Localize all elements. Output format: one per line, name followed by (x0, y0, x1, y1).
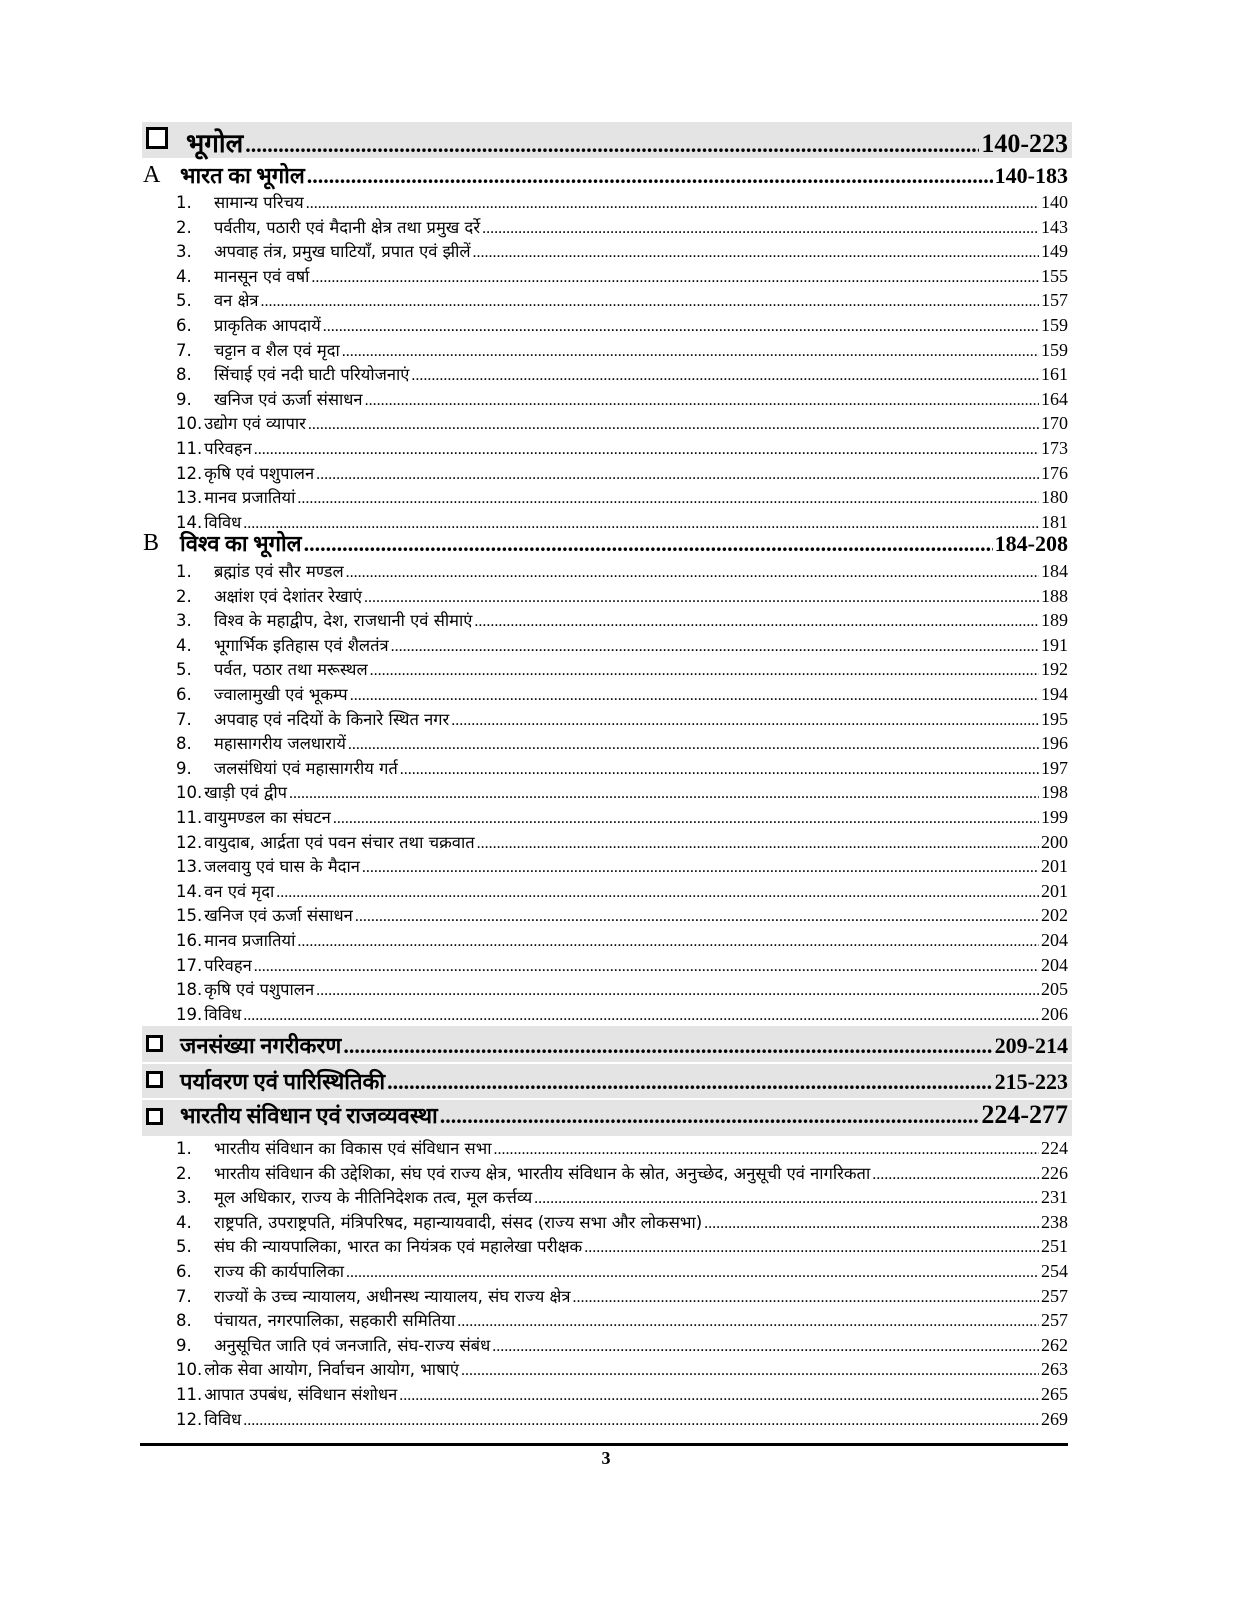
toc-item-title: कृषि एवं पशुपालन (204, 980, 315, 1000)
toc-item-title-group (176, 1308, 455, 1331)
toc-item-number: 13. (176, 857, 203, 877)
toc-item-page: 199 (1041, 807, 1068, 827)
subsection-letter: B (143, 530, 160, 556)
toc-item-title-group (176, 190, 304, 213)
dot-leader (364, 589, 1039, 607)
toc-item[interactable] (176, 264, 1068, 287)
toc-item-title: खनिज एवं ऊर्जा संसाधन (204, 906, 353, 926)
toc-item-title-group (176, 879, 274, 902)
toc-item-page: 206 (1041, 1003, 1068, 1024)
subsection-pages: 184-208 (994, 531, 1068, 556)
dot-leader (306, 195, 1039, 213)
toc-item-number: 3. (176, 242, 192, 262)
toc-item-title-group (176, 608, 472, 631)
toc-item-title: संघ की न्यायपालिका, भारत का नियंत्रक एवं महालेखा परीक्षक (214, 1237, 583, 1257)
toc-item-title-group (176, 805, 331, 828)
toc-item-title: मानव प्रजातियां (204, 488, 296, 508)
toc-item-title-group (176, 854, 360, 877)
toc-item-number: 16. (176, 931, 203, 950)
dot-leader (276, 884, 1039, 902)
toc-item-title-group (176, 411, 306, 434)
toc-item-title-group (176, 953, 252, 976)
subsection-pages: 140-183 (994, 163, 1068, 188)
toc-item-number: 12. (176, 463, 203, 483)
toc-item[interactable] (176, 633, 1068, 656)
toc-item-title: विविध (204, 1004, 242, 1024)
toc-item-number: 11. (176, 439, 203, 458)
dot-leader (261, 293, 1039, 311)
dot-leader (494, 1141, 1039, 1159)
toc-item-number: 5. (176, 660, 192, 680)
toc-item-title: अनुसूचित जाति एवं जनजाति, संघ-राज्य संबंध (214, 1335, 491, 1355)
toc-item-number: 8. (176, 734, 192, 754)
toc-item-number: 9. (176, 758, 192, 778)
page-number: 3 (601, 1448, 611, 1468)
toc-item-number: 5. (176, 291, 192, 311)
section-title: भारतीय संविधान एवं राजव्यवस्था (180, 1103, 438, 1128)
toc-item-page: 204 (1041, 954, 1068, 975)
toc-item[interactable] (176, 1284, 1068, 1307)
toc-item-title-group (176, 1333, 490, 1356)
toc-item[interactable] (176, 780, 1068, 803)
toc-item-number: 11. (176, 808, 203, 827)
toc-item-page: 204 (1041, 930, 1068, 950)
toc-item-number: 12. (176, 832, 203, 852)
toc-item-number: 4. (176, 635, 192, 655)
toc-item-number: 13. (176, 488, 203, 508)
toc-item-title-group (176, 1161, 870, 1184)
toc-item-title: चट्टान व शैल एवं मृदा (214, 340, 340, 360)
toc-item-page: 251 (1041, 1236, 1068, 1257)
dot-leader (316, 982, 1039, 1000)
dot-leader (348, 736, 1039, 754)
toc-item-title: ज्वालामुखी एवं भूकम्प (214, 685, 348, 704)
toc-item-page: 202 (1041, 905, 1068, 926)
toc-item[interactable] (176, 903, 1068, 926)
toc-item[interactable] (176, 1333, 1068, 1356)
toc-item-title: विविध (204, 512, 242, 532)
toc-item-title: अपवाह एवं नदियों के किनारे स्थित नगर (214, 709, 450, 729)
toc-item-title: महासागरीय जलधारायें (214, 734, 346, 754)
footer-rule (140, 1443, 1068, 1446)
toc-item[interactable] (176, 1210, 1068, 1233)
toc-item-page: 262 (1041, 1334, 1068, 1355)
toc-item-title: आपात उपबंध, संविधान संशोधन (204, 1385, 398, 1404)
dot-leader (474, 613, 1039, 631)
toc-item-page: 201 (1041, 880, 1068, 901)
section-pages: 215-223 (994, 1069, 1068, 1094)
toc-item-title-group (176, 780, 287, 803)
toc-item[interactable] (176, 854, 1068, 877)
toc-item-number: 1. (176, 562, 192, 581)
toc-item-title-group (176, 633, 389, 656)
toc-item-number: 1. (176, 1139, 192, 1158)
dot-leader (457, 1313, 1039, 1331)
toc-item-title-group (176, 1259, 344, 1282)
toc-item[interactable] (176, 953, 1068, 976)
toc-item-number: 6. (176, 685, 192, 704)
toc-item-number: 5. (176, 1237, 192, 1257)
toc-item-title-group (176, 1284, 570, 1307)
dot-leader (477, 835, 1039, 853)
toc-item[interactable] (176, 707, 1068, 730)
toc-item-number: 2. (176, 586, 192, 606)
toc-item-page: 198 (1041, 782, 1068, 803)
dot-leader (254, 441, 1039, 459)
toc-item-title: जलसंधियां एवं महासागरीय गर्त (214, 758, 398, 778)
dot-leader (346, 1264, 1039, 1282)
section-title: जनसंख्या नगरीकरण (180, 1033, 342, 1058)
dot-leader (289, 785, 1039, 803)
dot-leader (534, 1190, 1039, 1208)
toc-item-page: 181 (1041, 511, 1068, 532)
dot-leader (451, 712, 1039, 730)
toc-item[interactable] (176, 485, 1068, 508)
toc-item-title: परिवहन (204, 439, 252, 458)
toc-item-page: 263 (1041, 1359, 1068, 1380)
dot-leader (704, 1215, 1039, 1233)
toc-item-title: राज्य की कार्यपालिका (214, 1262, 345, 1281)
toc-item-title-group (176, 584, 362, 607)
toc-item-number: 8. (176, 365, 192, 385)
toc-item-title-group (176, 1210, 702, 1233)
subsection-title: विश्व का भूगोल (180, 531, 302, 556)
toc-item-page: 201 (1041, 856, 1068, 877)
toc-item[interactable] (176, 215, 1068, 238)
toc-item-title: लोक सेवा आयोग, निर्वाचन आयोग, भाषाएं (204, 1360, 460, 1380)
toc-item[interactable] (176, 411, 1068, 434)
toc-item-title: प्राकृतिक आपदायें (214, 316, 321, 335)
dot-leader (362, 859, 1039, 877)
toc-item-page: 257 (1041, 1285, 1068, 1306)
dot-leader (473, 244, 1039, 262)
toc-item-title: पर्वत, पठार तथा मरूस्थल (214, 660, 368, 680)
toc-item-title: सामान्य परिचय (214, 193, 304, 212)
toc-section-paryavaran[interactable] (180, 1066, 1068, 1096)
toc-item-title: मानसून एवं वर्षा (214, 266, 310, 286)
toc-item-page: 205 (1041, 979, 1068, 1000)
toc-item-number: 10. (176, 1360, 203, 1380)
toc-item-page: 149 (1041, 241, 1068, 262)
dot-leader (316, 466, 1039, 484)
toc-item-number: 7. (176, 340, 192, 360)
toc-item-number: 6. (176, 316, 192, 335)
toc-item-page: 238 (1041, 1211, 1068, 1232)
dot-leader (440, 1103, 980, 1129)
toc-item-title: सिंचाई एवं नदी घाटी परियोजनाएं (214, 365, 410, 385)
section-title: पर्यावरण एवं पारिस्थितिकी (180, 1069, 386, 1094)
toc-item[interactable] (176, 977, 1068, 1000)
toc-item-title: जलवायु एवं घास के मैदान (204, 857, 360, 877)
subsection-title: भारत का भूगोल (180, 163, 305, 188)
section-title: भूगोल (186, 129, 244, 158)
toc-item[interactable] (176, 288, 1068, 311)
toc-item-number: 2. (176, 1163, 192, 1183)
toc-item-number: 17. (176, 955, 203, 975)
toc-item[interactable] (176, 1382, 1068, 1405)
toc-item-page: 200 (1041, 831, 1068, 852)
dot-leader (297, 490, 1039, 508)
toc-item-title: भारतीय संविधान की उद्देशिका, संघ एवं राज्य क्षेत्र, भारतीय संविधान के स्रोत, अनुच्छेद, अनुसूची एवं नागरिकता (214, 1163, 871, 1183)
toc-item[interactable] (176, 756, 1068, 779)
dot-leader (254, 958, 1039, 976)
toc-item-title: ब्रह्मांड एवं सौर मण्डल (214, 562, 344, 581)
toc-item[interactable] (176, 436, 1068, 459)
toc-item-number: 14. (176, 512, 203, 532)
toc-item-page: 180 (1041, 487, 1068, 508)
toc-item-page: 161 (1041, 364, 1068, 385)
toc-subsection-a[interactable] (180, 160, 1068, 190)
toc-item-page: 196 (1041, 733, 1068, 754)
toc-item-title-group (176, 559, 344, 582)
toc-item-number: 2. (176, 217, 192, 237)
toc-item-title-group (176, 1002, 241, 1025)
toc-item[interactable] (176, 1357, 1068, 1380)
checkbox-square-icon (146, 127, 168, 149)
dot-leader (400, 761, 1039, 779)
dot-leader (350, 687, 1039, 705)
toc-item[interactable] (176, 1002, 1068, 1025)
toc-subsection-b[interactable] (180, 528, 1068, 558)
toc-item-page: 189 (1041, 610, 1068, 631)
dot-leader (297, 933, 1039, 951)
toc-item-title-group (176, 1136, 492, 1159)
toc-item[interactable] (176, 239, 1068, 262)
dot-leader (461, 1362, 1039, 1380)
toc-item-title: उद्योग एवं व्यापार (204, 414, 306, 434)
section-pages: 140-223 (981, 129, 1068, 158)
toc-item-title: राज्यों के उच्च न्यायालय, अधीनस्थ न्यायालय, संघ राज्य क्षेत्र (214, 1286, 571, 1306)
toc-item[interactable] (176, 362, 1068, 385)
toc-item-number: 10. (176, 783, 203, 803)
toc-item-title-group (176, 1185, 532, 1208)
toc-item-title-group (176, 264, 309, 287)
toc-item-title-group (176, 436, 252, 459)
toc-item-title: परिवहन (204, 955, 252, 975)
toc-item-page: 155 (1041, 265, 1068, 286)
toc-item-number: 8. (176, 1311, 192, 1331)
toc-item-number: 4. (176, 266, 192, 286)
toc-item-title-group (176, 1234, 582, 1257)
toc-item-page: 173 (1041, 438, 1068, 458)
toc-item[interactable] (176, 830, 1068, 853)
toc-item[interactable] (176, 190, 1068, 213)
toc-item-title-group (176, 215, 480, 238)
toc-item[interactable] (176, 879, 1068, 902)
dot-leader (399, 1387, 1039, 1405)
toc-item-title-group (176, 928, 295, 951)
dot-leader (584, 1239, 1039, 1257)
toc-item-title: वायुमण्डल का संघटन (204, 808, 331, 827)
dot-leader (323, 318, 1039, 336)
dot-leader (346, 564, 1039, 582)
toc-item-number: 10. (176, 414, 203, 434)
toc-item-number: 12. (176, 1409, 203, 1429)
toc-item-number: 7. (176, 1286, 192, 1306)
toc-item-page: 184 (1041, 561, 1068, 581)
toc-item-title: पर्वतीय, पठारी एवं मैदानी क्षेत्र तथा प्रमुख दर्रे (214, 217, 481, 237)
toc-item-title: वन क्षेत्र (214, 291, 259, 311)
toc-item-title-group (176, 731, 346, 754)
toc-item[interactable] (176, 1185, 1068, 1208)
toc-item-title-group (176, 756, 398, 779)
dot-leader (243, 1412, 1039, 1430)
subsection-letter: A (143, 162, 161, 188)
toc-item-title-group (176, 461, 314, 484)
toc-item-number: 6. (176, 1262, 192, 1281)
checkbox-square-icon (146, 1035, 163, 1052)
toc-item[interactable] (176, 1259, 1068, 1282)
toc-item-title-group (176, 707, 449, 730)
toc-item-number: 11. (176, 1385, 203, 1404)
toc-item-number: 9. (176, 1335, 192, 1355)
toc-item-page: 231 (1041, 1187, 1068, 1208)
toc-item-number: 3. (176, 611, 192, 631)
dot-leader (370, 662, 1039, 680)
toc-item-title: भूगार्भिक इतिहास एवं शैलतंत्र (214, 635, 389, 655)
toc-item-page: 191 (1041, 634, 1068, 655)
dot-leader (308, 416, 1039, 434)
toc-item-title: राष्ट्रपति, उपराष्ट्रपति, मंत्रिपरिषद, महान्यायवादी, संसद (राज्य सभा और लोकसभा) (214, 1212, 703, 1232)
toc-item[interactable] (176, 461, 1068, 484)
toc-item-title-group (176, 239, 471, 262)
dot-leader (387, 1069, 993, 1095)
toc-item-page: 164 (1041, 388, 1068, 409)
toc-item-page: 254 (1041, 1261, 1068, 1281)
toc-item-title-group (176, 288, 259, 311)
toc-item[interactable] (176, 584, 1068, 607)
toc-item-page: 226 (1041, 1162, 1068, 1183)
toc-item-page: 257 (1041, 1310, 1068, 1331)
section-pages: 224-277 (981, 1100, 1068, 1129)
dot-leader (572, 1289, 1039, 1307)
toc-item-number: 18. (176, 980, 203, 1000)
toc-item-page: 176 (1041, 462, 1068, 483)
toc-item-number: 15. (176, 906, 203, 926)
toc-item[interactable] (176, 1308, 1068, 1331)
toc-item-title: खनिज एवं ऊर्जा संसाधन (214, 389, 363, 409)
toc-item-page: 159 (1041, 315, 1068, 335)
toc-item-page: 140 (1041, 192, 1068, 212)
toc-item-page: 143 (1041, 216, 1068, 237)
toc-item-title: मानव प्रजातियां (204, 931, 296, 950)
toc-item-title-group (176, 1382, 397, 1405)
toc-item[interactable] (176, 1136, 1068, 1159)
toc-item-title: अक्षांश एवं देशांतर रेखाएं (214, 586, 363, 606)
toc-item[interactable] (176, 682, 1068, 705)
dot-leader (411, 367, 1039, 385)
toc-item-number: 7. (176, 709, 192, 729)
toc-section-jansankhya[interactable] (180, 1030, 1068, 1060)
dot-leader (342, 343, 1039, 361)
toc-item-title-group (176, 682, 348, 705)
dot-leader (355, 908, 1039, 926)
toc-item-title-group (176, 1357, 459, 1380)
toc-item[interactable] (176, 387, 1068, 410)
toc-item-title: विश्व के महाद्वीप, देश, राजधानी एवं सीमाएं (214, 611, 473, 631)
toc-item-title: अपवाह तंत्र, प्रमुख घाटियाँ, प्रपात एवं झीलें (214, 242, 471, 262)
toc-item-title: मूल अधिकार, राज्य के नीतिनिदेशक तत्व, मूल कर्त्तव्य (214, 1188, 533, 1208)
toc-item-page: 195 (1041, 708, 1068, 729)
toc-item-title-group (176, 313, 321, 336)
dot-leader (391, 638, 1039, 656)
toc-item[interactable] (176, 1407, 1068, 1430)
toc-item-page: 197 (1041, 757, 1068, 778)
toc-item-title-group (176, 657, 368, 680)
dot-leader (307, 163, 993, 189)
toc-item[interactable] (176, 338, 1068, 361)
toc-item[interactable] (176, 313, 1068, 336)
toc-item-page: 269 (1041, 1408, 1068, 1429)
toc-item-page: 265 (1041, 1384, 1068, 1404)
checkbox-square-icon (146, 1108, 163, 1125)
dot-leader (343, 1033, 992, 1059)
dot-leader (245, 132, 979, 158)
toc-item[interactable] (176, 657, 1068, 680)
toc-section-samvidhan[interactable] (180, 1100, 1068, 1130)
toc-item-title: विविध (204, 1409, 242, 1429)
toc-item-number: 4. (176, 1212, 192, 1232)
toc-item-number: 3. (176, 1188, 192, 1208)
toc-item-page: 224 (1041, 1138, 1068, 1158)
toc-item-title: खाड़ी एवं द्वीप (204, 783, 288, 803)
toc-item-title-group (176, 903, 353, 926)
toc-item-title-group (176, 362, 409, 385)
dot-leader (304, 531, 993, 557)
toc-item[interactable] (176, 731, 1068, 754)
checkbox-square-icon (146, 1071, 163, 1088)
toc-item-title: पंचायत, नगरपालिका, सहकारी समितिया (214, 1311, 456, 1331)
toc-item-number: 9. (176, 389, 192, 409)
toc-item[interactable] (176, 805, 1068, 828)
toc-item-page: 159 (1041, 339, 1068, 360)
toc-item[interactable] (176, 1161, 1068, 1184)
dot-leader (872, 1166, 1039, 1184)
toc-item-title: कृषि एवं पशुपालन (204, 463, 315, 483)
dot-leader (311, 269, 1039, 287)
toc-item[interactable] (176, 559, 1068, 582)
toc-item-page: 188 (1041, 585, 1068, 606)
toc-item-title-group (176, 338, 340, 361)
toc-item-page: 170 (1041, 413, 1068, 434)
toc-item-title: वन एवं मृदा (204, 881, 275, 901)
toc-item-title-group (176, 485, 295, 508)
dot-leader (482, 220, 1039, 238)
toc-item-title-group (176, 1407, 241, 1430)
toc-item-page: 157 (1041, 290, 1068, 311)
toc-section-bhugol[interactable] (186, 124, 1068, 160)
toc-item-title: वायुदाब, आर्द्रता एवं पवन संचार तथा चक्रवात (204, 832, 475, 852)
dot-leader (492, 1338, 1039, 1356)
toc-item-title-group (176, 977, 314, 1000)
toc-item[interactable] (176, 608, 1068, 631)
toc-item-title: भारतीय संविधान का विकास एवं संविधान सभा (214, 1139, 492, 1158)
toc-item[interactable] (176, 1234, 1068, 1257)
dot-leader (365, 392, 1039, 410)
toc-item[interactable] (176, 928, 1068, 951)
dot-leader (243, 1007, 1039, 1025)
toc-item-number: 19. (176, 1004, 203, 1024)
dot-leader (333, 810, 1039, 828)
section-pages: 209-214 (994, 1033, 1068, 1058)
toc-item-title-group (176, 387, 363, 410)
toc-item-title-group (176, 830, 475, 853)
toc-item-number: 14. (176, 881, 203, 901)
toc-item-number: 1. (176, 193, 192, 212)
toc-item-page: 194 (1041, 684, 1068, 704)
toc-item-page: 192 (1041, 659, 1068, 680)
